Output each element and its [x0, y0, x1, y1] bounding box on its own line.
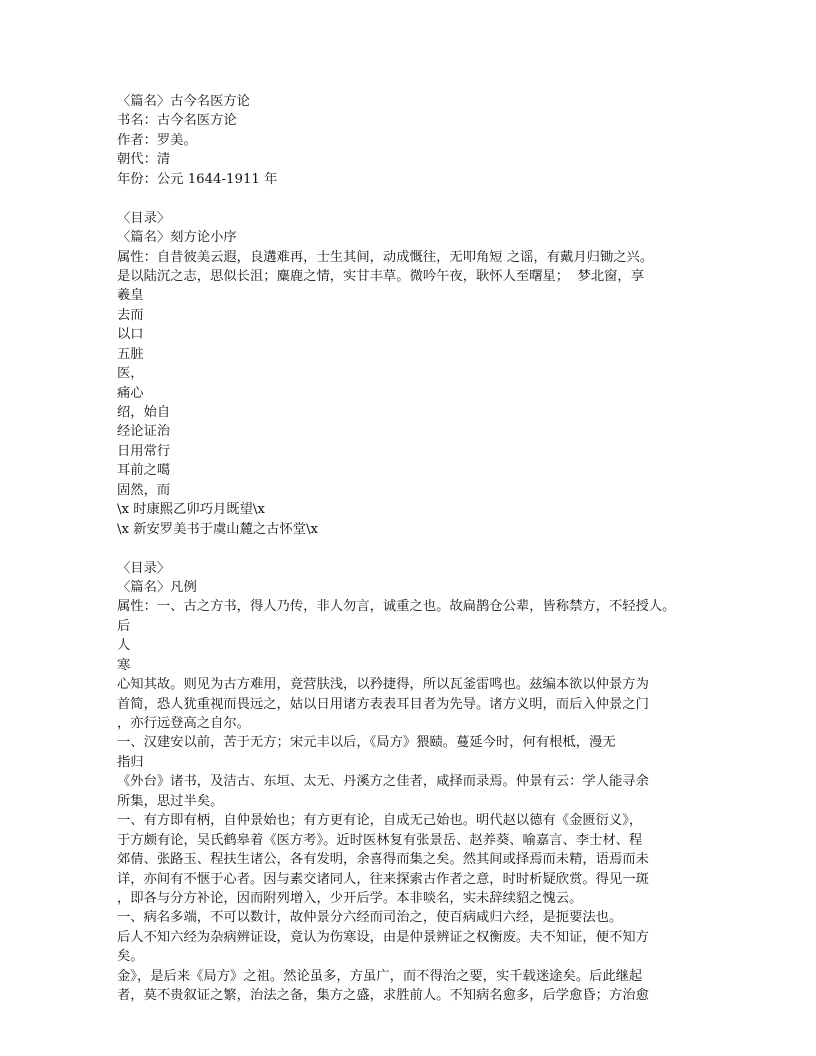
text-line: 矣。	[117, 949, 144, 965]
text-line: 者，莫不贵叙证之繁，治法之备，集方之盛，求胜前人。不知病名愈多，后学愈昏；方治愈	[117, 988, 649, 1004]
text-line: ，亦行远登高之自尔。	[117, 716, 250, 731]
text-line: 年份：公元 1644-1911 年	[117, 171, 278, 187]
text-line: 一、有方即有柄，自仲景始也；有方更有论，自成无己始也。明代赵以德有《金匮衍义》，	[117, 813, 643, 829]
text-line: 五脏	[117, 346, 144, 362]
text-line: 羲皇	[117, 288, 144, 304]
text-line: 金》，是后来《局方》之祖。然论虽多，方虽广，而不得治之要，实千载迷途矣。后此继起	[117, 968, 643, 984]
text-line: 一、汉建安以前，苦于无方；宋元丰以后，《局方》猥赜。蔓延今时，何有根柢，漫无	[117, 735, 616, 751]
text-line: 详，亦间有不惬于心者。因与素交诸同人，往来探索古作者之意，时时析疑欣赏。得见一斑	[117, 871, 649, 887]
text-line: 痛心	[117, 385, 144, 401]
text-line: \x 时康熙乙卯巧月既望\x	[117, 502, 265, 518]
text-line: 经论证治	[117, 424, 171, 440]
text-line: 首简，恐人犹重视而畏远之，姑以日用诸方表表耳目者为先导。诸方义明，而后入仲景之门	[117, 696, 649, 712]
blank-line	[117, 539, 697, 558]
text-line: 心知其故。则见为古方难用，竟营肤浅，以矜捷得，所以瓦釜雷鸣也。兹编本欲以仲景方为	[117, 677, 649, 693]
text-line: 郊倩、张路玉、程扶生诸公，各有发明，余喜得而集之矣。然其间或择焉而未精，语焉而未	[117, 852, 649, 868]
text-line: 〈目录〉	[117, 560, 171, 576]
text-line: 《外台》诸书，及洁古、东垣、太无、丹溪方之佳者，咸择而录焉。仲景有云：学人能寻余	[117, 774, 649, 790]
text-line: 绍，始自	[117, 405, 171, 420]
text-line: 去而	[117, 307, 144, 323]
text-line: 人	[117, 638, 131, 654]
text-line: 属性：自昔彼美云遐，良遘难再，士生其间，动成慨往，无叩角短 之谣，有戴月归锄之兴。	[117, 249, 654, 265]
text-line: 作者：罗美。	[117, 132, 197, 148]
text-line: 属性：一、古之方书，得人乃传，非人勿言，诚重之也。故扁鹊仓公辈，皆称禁方，不轻授人。	[117, 599, 676, 615]
text-line: \x 新安罗美书于虞山麓之古怀堂\x	[117, 521, 319, 537]
text-line: 寒	[117, 657, 131, 673]
text-line: 日用常行	[117, 443, 171, 459]
text-line: 〈目录〉	[117, 210, 171, 226]
document-page	[117, 92, 697, 1006]
blank-line	[117, 189, 697, 208]
text-line: 指归	[117, 754, 144, 770]
text-line: ，即各与分方补论，因而附列增入，少开后学。本非啖名，实未辞续貂之愧云。	[117, 890, 583, 906]
text-line: 固然，而	[117, 482, 171, 498]
text-line: 书名：古今名医方论	[117, 113, 237, 129]
text-line: 耳前之噶	[117, 463, 171, 479]
text-line: 医，	[117, 366, 144, 382]
text-line: 以口	[117, 327, 144, 343]
text-line: 〈篇名〉古今名医方论	[117, 94, 250, 109]
text-line: 后人不知六经为杂病辨证设，竟认为伤寒设，由是仲景辨证之权衡废。夫不知证，便不知方	[117, 929, 649, 945]
text-line: 是以陆沉之志，思似长沮；麋鹿之情，实甘丰草。微吟午夜，耿怀人至曙星； 梦北窗，享	[117, 268, 645, 284]
text-line: 〈篇名〉刻方论小序	[117, 230, 237, 246]
text-line: 于方颇有论，吴氏鹤皋着《医方考》。近时医林复有张景岳、赵养葵、喻嘉言、李士材、程	[117, 832, 643, 848]
text-line: 后	[117, 618, 131, 634]
text-line: 〈篇名〉凡例	[117, 579, 197, 595]
text-line: 所集，思过半矣。	[117, 793, 224, 809]
text-line: 一、病名多端，不可以数计，故仲景分六经而司治之，使百病咸归六经，是扼要法也。	[117, 910, 623, 926]
text-line: 朝代：清	[117, 152, 171, 168]
